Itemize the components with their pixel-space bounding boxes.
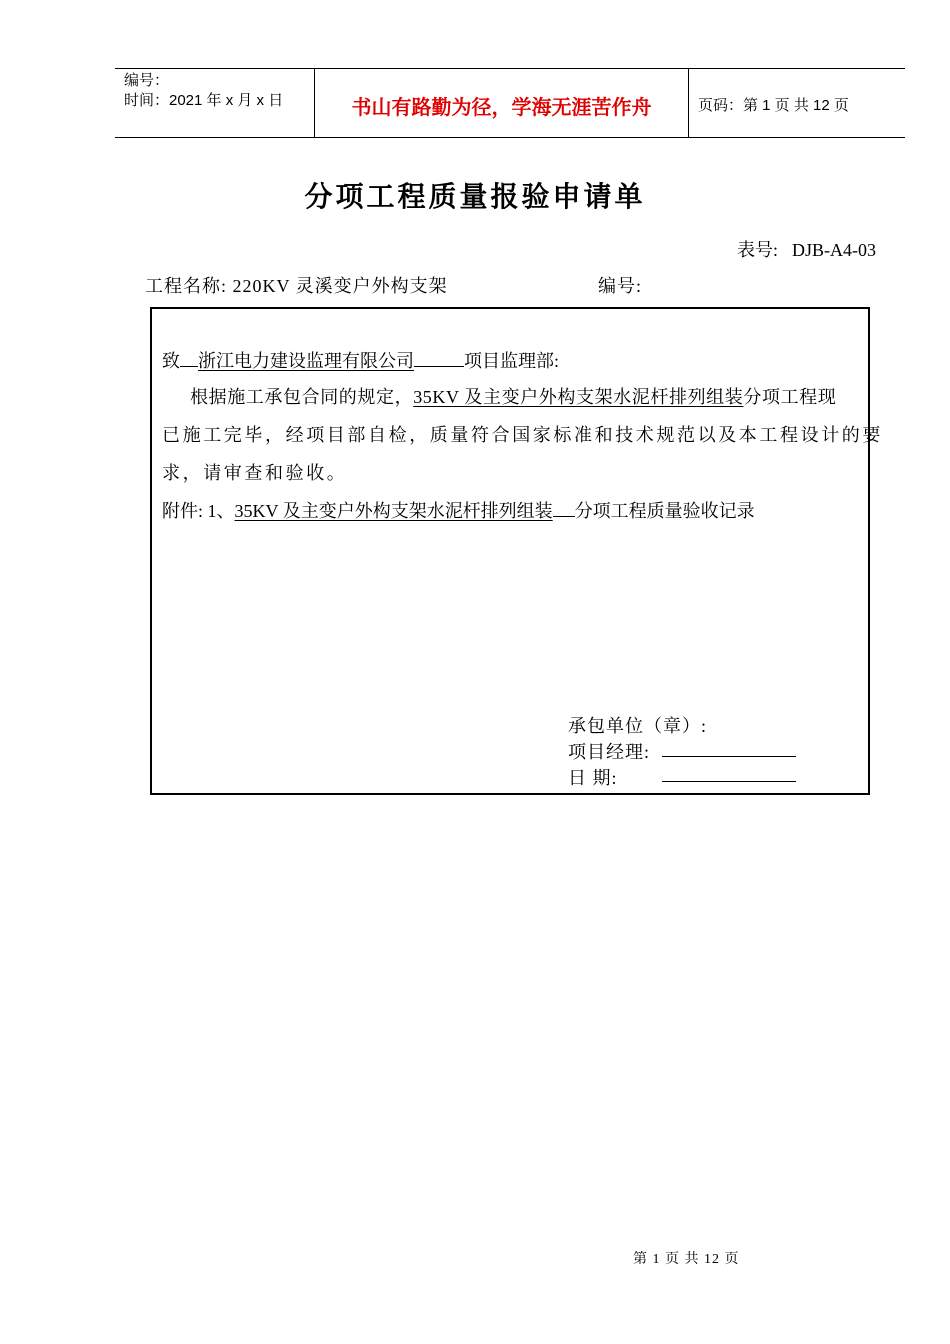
form-number-label: 表号: xyxy=(736,240,778,260)
to-prefix: 致 xyxy=(162,351,180,371)
serial-number: 编号: xyxy=(598,276,643,296)
header-page-number: 页码：第 1 页 共 12 页 xyxy=(698,96,849,114)
page-header xyxy=(115,68,905,138)
attachment-item: 35KV 及主变户外构支架水泥杆排列组装 xyxy=(234,501,553,521)
recipient-suffix: 项目监理部: xyxy=(464,351,560,371)
form-number xyxy=(737,236,876,262)
attachment-line xyxy=(162,497,755,523)
inspection-item: 35KV 及主变户外构支架水泥杆排列组装 xyxy=(413,387,744,407)
page-footer: 第 1 页 共 12 页 xyxy=(633,1252,740,1267)
paragraph-line-3: 求，请审查和验收。 xyxy=(162,463,348,483)
form-number-value: DJB-A4-03 xyxy=(792,240,876,260)
manager-signature-field xyxy=(662,756,796,757)
header-motto: 书山有路勤为径，学海无涯苦作舟 xyxy=(315,69,689,137)
project-name: 工程名称: 220KV 灵溪变户外构支架 xyxy=(145,276,448,296)
recipient-name: 浙江电力建设监理有限公司 xyxy=(198,351,414,371)
attachment-prefix: 附件: 1、 xyxy=(162,501,235,521)
manager-label: 项目经理: xyxy=(568,742,651,762)
date-field xyxy=(662,781,796,782)
paragraph-line-2: 已施工完毕，经项目部自检，质量符合国家标准和技术规范以及本工程设计的要 xyxy=(162,425,883,445)
header-left-cell xyxy=(115,69,315,137)
header-time: 时间：2021 年 x 月 x 日 xyxy=(124,92,284,109)
attachment-suffix: 分项工程质量验收记录 xyxy=(574,501,755,521)
header-serial: 编号： xyxy=(124,72,170,89)
recipient-line xyxy=(162,347,559,373)
date-label: 日 期: xyxy=(568,768,618,788)
application-form-box xyxy=(150,307,883,795)
document-title: 分项工程质量报验申请单 xyxy=(304,180,646,213)
paragraph-line-1: 根据施工承包合同的规定，35KV 及主变户外构支架水泥杆排列组装分项工程现 xyxy=(190,387,837,407)
contractor-label: 承包单位（章）: xyxy=(568,716,708,736)
